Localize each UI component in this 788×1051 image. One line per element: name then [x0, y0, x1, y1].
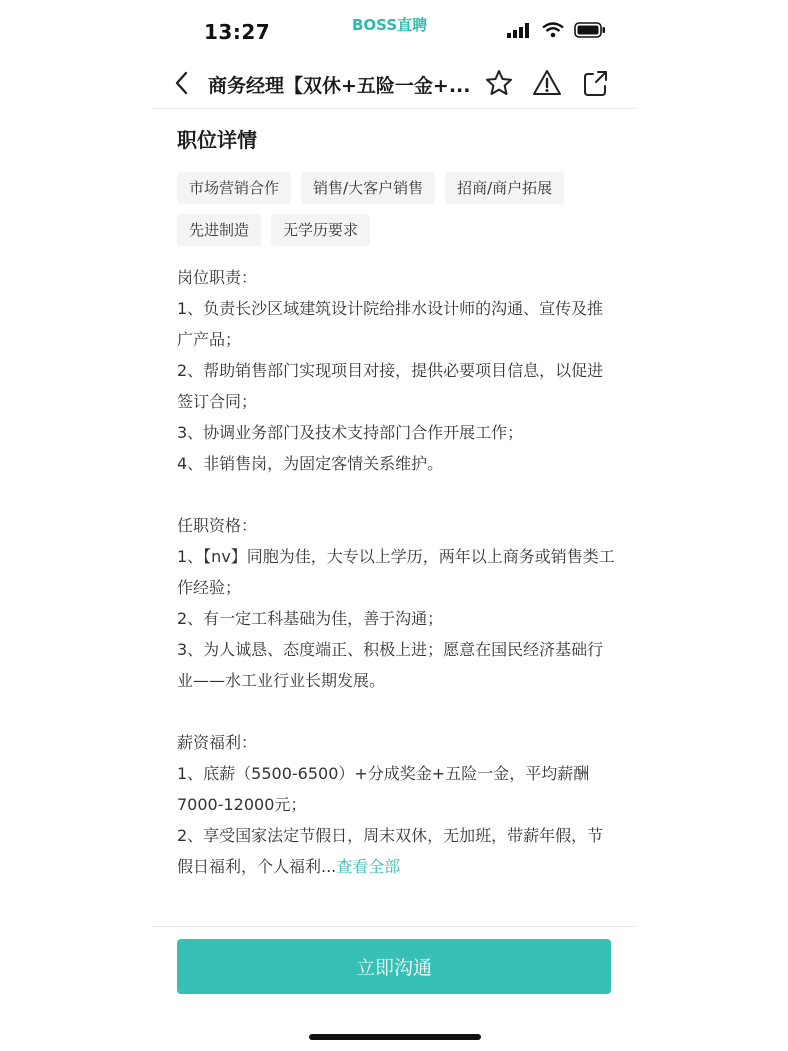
battery-icon [574, 22, 606, 38]
favorite-button[interactable] [484, 68, 514, 98]
status-time: 13:27 [204, 20, 271, 44]
spacer [177, 479, 617, 510]
status-bar [152, 0, 636, 60]
share-button[interactable] [580, 68, 610, 98]
star-icon [484, 68, 514, 98]
chat-now-button[interactable]: 立即沟通 [177, 939, 611, 994]
duty-item: 4、非销售岗，为固定客情关系维护。 [177, 454, 444, 473]
bottom-divider [152, 926, 636, 927]
phone-screen [152, 0, 636, 1051]
tag: 招商/商户拓展 [445, 172, 564, 204]
tag: 市场营销合作 [177, 172, 291, 204]
home-indicator [309, 1034, 481, 1040]
view-all-link[interactable]: 查看全部 [336, 857, 401, 876]
tag: 先进制造 [177, 214, 261, 246]
back-icon[interactable] [170, 70, 194, 96]
duty-item: 3、协调业务部门及技术支持部门合作开展工作； [177, 423, 524, 442]
benefits-heading: 薪资福利： [177, 733, 258, 752]
duties-heading: 岗位职责： [177, 268, 258, 287]
share-icon [580, 68, 610, 98]
job-detail-content [177, 118, 617, 882]
tag: 无学历要求 [271, 214, 370, 246]
requirement-item: 2、有一定工科基础为佳，善于沟通； [177, 609, 444, 628]
app-name: BOSS直聘 [352, 16, 428, 34]
status-icons [506, 22, 606, 38]
duty-item: 2、帮助销售部门实现项目对接，提供必要项目信息，以促进签订合同； [177, 361, 604, 411]
benefit-item-text: 2、享受国家法定节假日，周末双休，无加班，带薪年假，节假日福利，个人福利... [177, 826, 604, 876]
benefit-item-truncated [177, 820, 617, 882]
warning-icon [532, 68, 562, 98]
job-description [177, 262, 617, 882]
wifi-icon [542, 22, 564, 38]
duty-item: 1、负责长沙区域建筑设计院给排水设计师的沟通、宣传及推广产品； [177, 299, 604, 349]
section-title: 职位详情 [177, 128, 257, 152]
tag-list [177, 172, 617, 246]
job-title: 商务经理【双休+五险一金+... [208, 75, 471, 97]
spacer [177, 696, 617, 727]
requirement-item: 3、为人诚恳、态度端正、积极上进；愿意在国民经济基础行业——水工业行业长期发展。 [177, 640, 604, 690]
signal-icon [506, 22, 532, 38]
report-button[interactable] [532, 68, 562, 98]
nav-bar [152, 60, 636, 109]
benefit-item: 1、底薪（5500-6500）+分成奖金+五险一金，平均薪酬7000-12000元； [177, 764, 590, 814]
nav-actions [484, 68, 610, 98]
requirement-item: 1、【nv】同胞为佳，大专以上学历，两年以上商务或销售类工作经验； [177, 547, 615, 597]
requirements-heading: 任职资格： [177, 516, 258, 535]
tag: 销售/大客户销售 [301, 172, 435, 204]
